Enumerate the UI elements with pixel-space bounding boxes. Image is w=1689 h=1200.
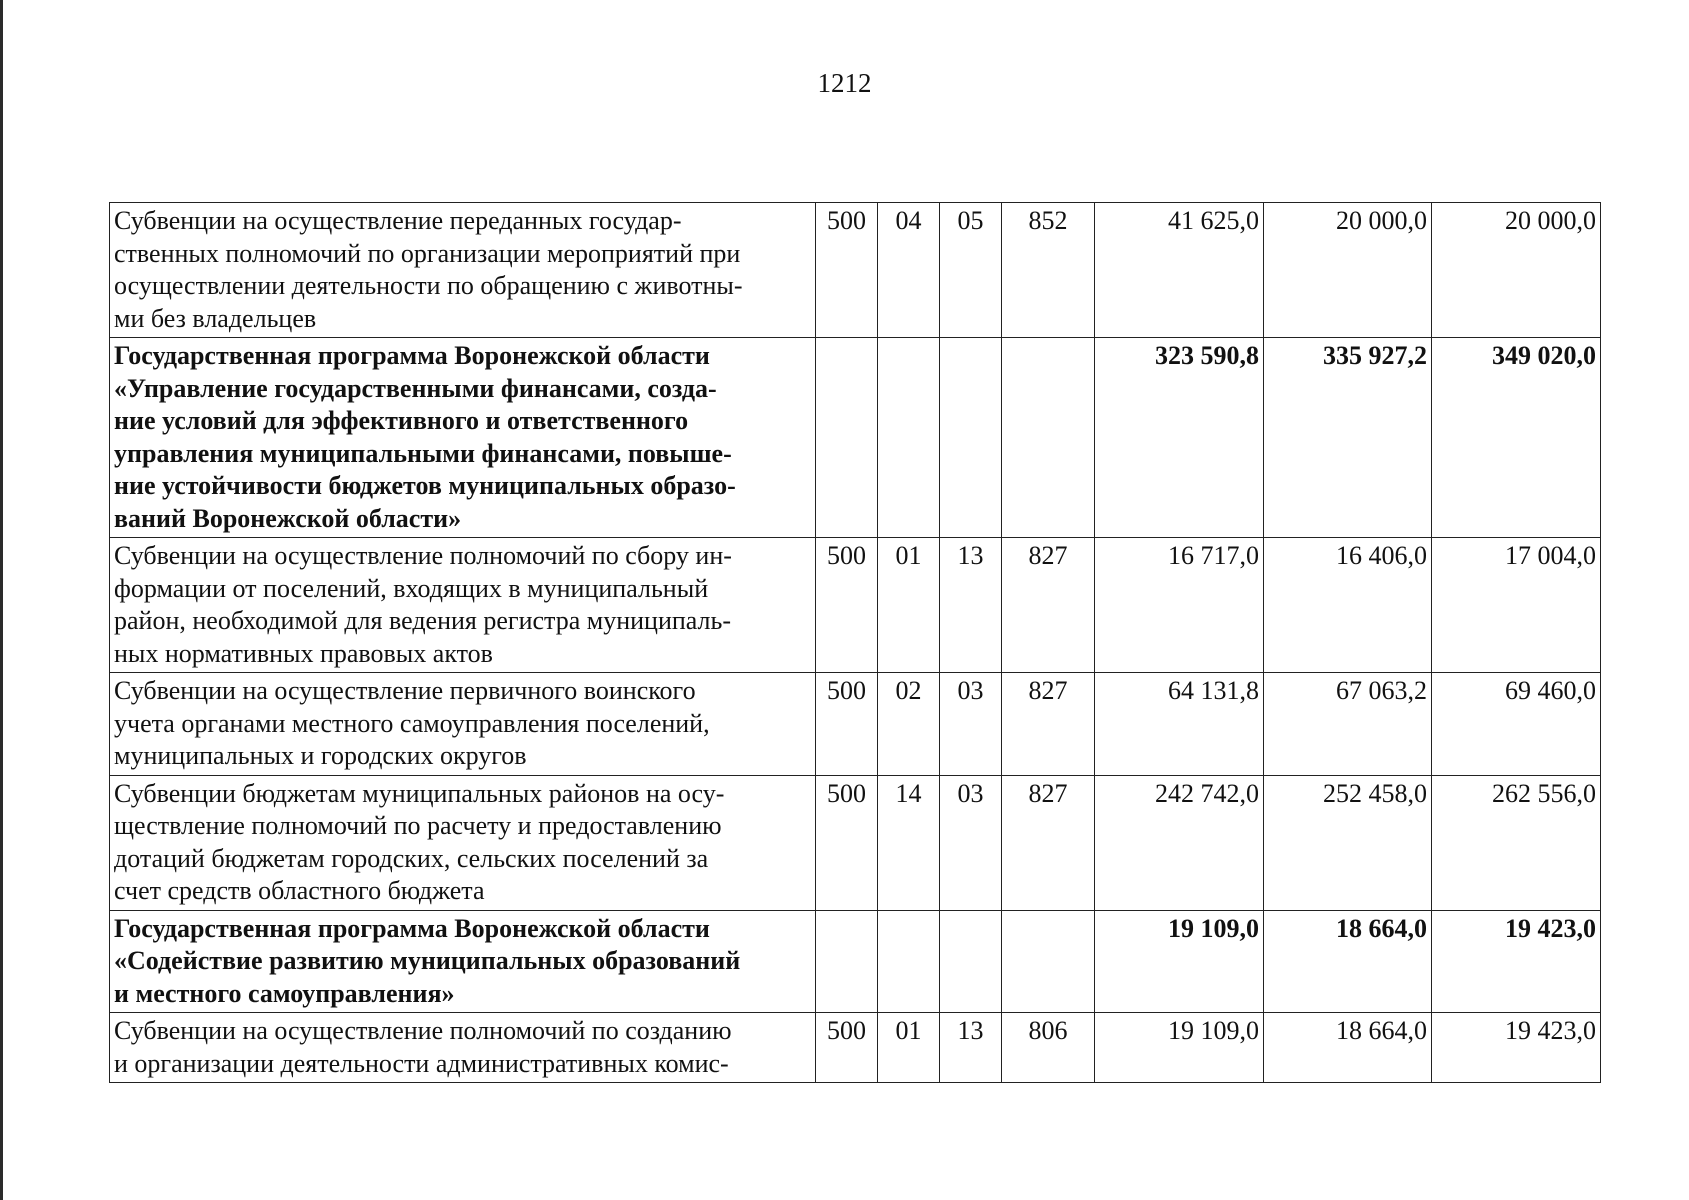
- table-body: [110, 203, 1601, 1083]
- table-row: [110, 538, 1601, 673]
- description-line: дотаций бюджетам городских, сельских поселений за: [114, 843, 709, 873]
- code-section-cell: 500: [816, 203, 878, 338]
- description-line: ние устойчивости бюджетов муниципальных образо-: [114, 471, 736, 500]
- description-line: и местного самоуправления»: [114, 978, 455, 1008]
- code-section-cell: 500: [816, 538, 878, 673]
- program-row: [110, 338, 1601, 538]
- row-description: [110, 538, 816, 673]
- description-line: формации от поселений, входящих в муниципальный: [114, 573, 709, 603]
- code-subsection-cell: [878, 910, 940, 1013]
- description-line: ми без владельцев: [114, 303, 317, 333]
- code-type-cell: 852: [1002, 203, 1095, 338]
- description-line: Субвенции на осуществление полномочий по созданию: [114, 1016, 732, 1045]
- description-line: ваний Воронежской области»: [114, 503, 462, 533]
- description-line: Субвенции бюджетам муниципальных районов на осу-: [114, 778, 725, 808]
- code-subsection-cell: 04: [878, 203, 940, 338]
- description-line: Субвенции на осуществление переданных государ-: [114, 206, 682, 235]
- amount-year-3-cell: 19 423,0: [1432, 1013, 1601, 1083]
- code-target-cell: 03: [940, 673, 1002, 776]
- amount-year-3-cell: 20 000,0: [1432, 203, 1601, 338]
- description-line: и организации деятельности административных комис-: [114, 1048, 729, 1078]
- table-row: [110, 673, 1601, 776]
- code-type-cell: 827: [1002, 775, 1095, 910]
- code-target-cell: 03: [940, 775, 1002, 910]
- amount-year-1-cell: 19 109,0: [1095, 910, 1264, 1013]
- description-line: учета органами местного самоуправления поселений,: [114, 708, 710, 738]
- code-section-cell: 500: [816, 775, 878, 910]
- amount-year-3-cell: 69 460,0: [1432, 673, 1601, 776]
- amount-year-2-cell: 18 664,0: [1264, 1013, 1432, 1083]
- description-line: «Управление государственными финансами, созда-: [114, 373, 717, 403]
- code-target-cell: 13: [940, 538, 1002, 673]
- amount-year-2-cell: 16 406,0: [1264, 538, 1432, 673]
- budget-table: [109, 202, 1601, 1083]
- code-subsection-cell: [878, 338, 940, 538]
- code-target-cell: 13: [940, 1013, 1002, 1083]
- code-subsection-cell: 01: [878, 1013, 940, 1083]
- row-description: [110, 1013, 816, 1083]
- amount-year-3-cell: 262 556,0: [1432, 775, 1601, 910]
- code-subsection-cell: 01: [878, 538, 940, 673]
- amount-year-3-cell: 19 423,0: [1432, 910, 1601, 1013]
- description-line: счет средств областного бюджета: [114, 876, 485, 905]
- code-type-cell: 827: [1002, 538, 1095, 673]
- description-line: управления муниципальными финансами, повыше-: [114, 438, 732, 468]
- description-line: осуществлении деятельности по обращению с животны-: [114, 271, 743, 300]
- table-row: [110, 203, 1601, 338]
- row-description: [110, 203, 816, 338]
- row-description: [110, 673, 816, 776]
- amount-year-1-cell: 323 590,8: [1095, 338, 1264, 538]
- code-subsection-cell: 14: [878, 775, 940, 910]
- amount-year-2-cell: 20 000,0: [1264, 203, 1432, 338]
- code-type-cell: 827: [1002, 673, 1095, 776]
- description-line: Государственная программа Воронежской области: [114, 341, 710, 370]
- amount-year-2-cell: 18 664,0: [1264, 910, 1432, 1013]
- code-section-cell: [816, 910, 878, 1013]
- code-type-cell: 806: [1002, 1013, 1095, 1083]
- program-row: [110, 910, 1601, 1013]
- row-description: [110, 775, 816, 910]
- page-number: 1212: [817, 68, 872, 98]
- code-section-cell: 500: [816, 673, 878, 776]
- amount-year-2-cell: 335 927,2: [1264, 338, 1432, 538]
- amount-year-1-cell: 16 717,0: [1095, 538, 1264, 673]
- row-description: [110, 338, 816, 538]
- scan-edge: [0, 0, 3, 1200]
- description-line: ние условий для эффективного и ответственного: [114, 406, 689, 435]
- amount-year-1-cell: 64 131,8: [1095, 673, 1264, 776]
- description-line: муниципальных и городских округов: [114, 741, 527, 770]
- table-row: [110, 1013, 1601, 1083]
- description-line: ственных полномочий по организации мероприятий при: [114, 238, 741, 268]
- description-line: Субвенции на осуществление полномочий по сбору ин-: [114, 541, 732, 570]
- code-type-cell: [1002, 910, 1095, 1013]
- code-target-cell: 05: [940, 203, 1002, 338]
- amount-year-1-cell: 242 742,0: [1095, 775, 1264, 910]
- description-line: «Содействие развитию муниципальных образований: [114, 946, 741, 975]
- amount-year-1-cell: 19 109,0: [1095, 1013, 1264, 1083]
- row-description: [110, 910, 816, 1013]
- amount-year-3-cell: 349 020,0: [1432, 338, 1601, 538]
- amount-year-2-cell: 67 063,2: [1264, 673, 1432, 776]
- description-line: ных нормативных правовых актов: [114, 638, 493, 668]
- code-subsection-cell: 02: [878, 673, 940, 776]
- code-section-cell: 500: [816, 1013, 878, 1083]
- code-target-cell: [940, 910, 1002, 1013]
- description-line: район, необходимой для ведения регистра муниципаль-: [114, 606, 732, 635]
- amount-year-1-cell: 41 625,0: [1095, 203, 1264, 338]
- description-line: Субвенции на осуществление первичного воинского: [114, 676, 696, 705]
- description-line: Государственная программа Воронежской области: [114, 913, 710, 943]
- code-section-cell: [816, 338, 878, 538]
- code-target-cell: [940, 338, 1002, 538]
- amount-year-3-cell: 17 004,0: [1432, 538, 1601, 673]
- description-line: ществление полномочий по расчету и предоставлению: [114, 811, 722, 840]
- code-type-cell: [1002, 338, 1095, 538]
- amount-year-2-cell: 252 458,0: [1264, 775, 1432, 910]
- table-row: [110, 775, 1601, 910]
